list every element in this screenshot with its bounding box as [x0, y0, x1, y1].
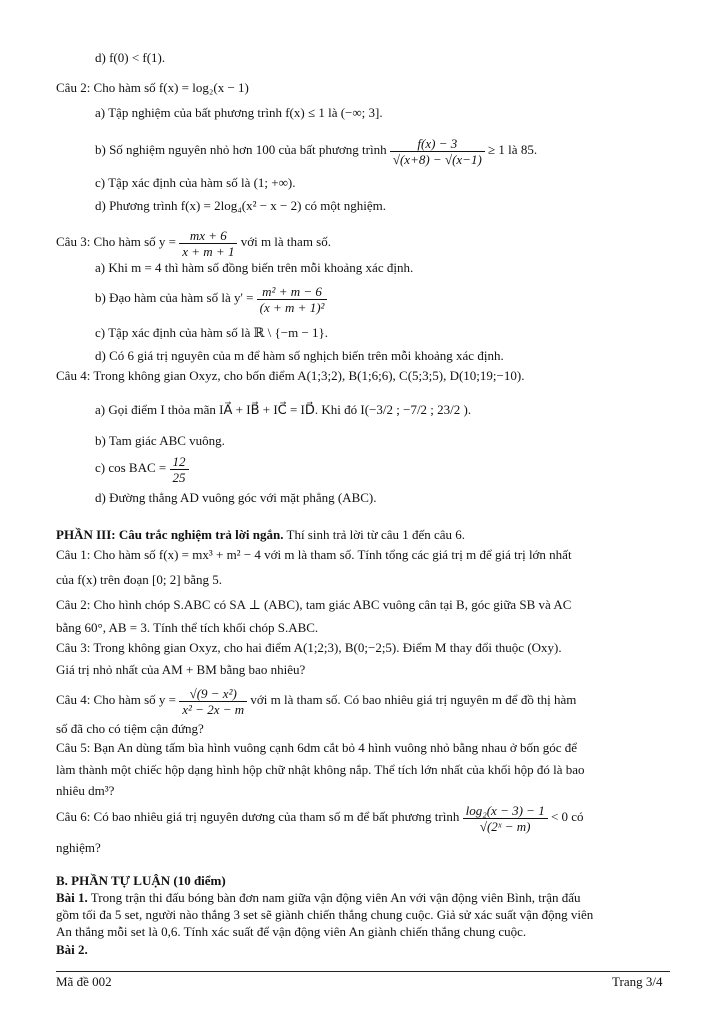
s1-line-1: Câu 1: Cho hàm số f(x) = mx³ + m² − 4 với m là tham số. Tính tổng các giá trị m để giá trị lớn nhất	[56, 547, 572, 562]
part3-title: PHẦN III: Câu trắc nghiệm trả lời ngắn.	[56, 527, 284, 542]
b1-line-2: gồm tối đa 5 set, người nào thắng 3 set sẽ giành chiến thắng chung cuộc. Giả sử xác suất vận động viên	[56, 907, 594, 922]
s3-line-1: Câu 3: Trong không gian Oxyz, cho hai điểm A(1;2;3), B(0;−2;5). Điểm M thay đổi thuộc (Oxy).	[56, 640, 562, 655]
q3-option-b	[95, 276, 327, 320]
q1-option-d: d) f(0) < f(1).	[95, 50, 166, 65]
s6-line-2: nghiệm?	[56, 840, 101, 855]
q3b-text: b) Đạo hàm của hàm số là y' =	[95, 290, 254, 305]
s6-tail: < 0 có	[550, 809, 584, 824]
s5-line-1: Câu 5: Bạn An dùng tấm bìa hình vuông cạnh 6dm cắt bỏ 4 hình vuông nhỏ bằng nhau ở bốn góc để	[56, 740, 578, 755]
s6-fraction	[463, 803, 548, 834]
q4c-denominator: 25	[172, 469, 186, 485]
q2b-fraction	[390, 136, 485, 167]
page-number: Trang 3/4	[612, 974, 663, 989]
q4-option-d: d) Đường thẳng AD vuông góc với mặt phẳng (ABC).	[95, 490, 377, 505]
q3b-fraction	[257, 284, 328, 315]
s4-numerator: √(9 − x²)	[179, 686, 247, 702]
q3-option-a: a) Khi m = 4 thì hàm số đồng biến trên mỗi khoảng xác định.	[95, 260, 414, 275]
s4-denominator: x² − 2x − m	[182, 701, 245, 717]
footer-divider	[56, 971, 670, 972]
b1-line-3: An thắng mỗi set là 0,6. Tính xác suất để vận động viên An giành chiến thắng chung cuộc.	[56, 924, 527, 939]
s5-line-2: làm thành một chiếc hộp dạng hình hộp chữ nhật không nắp. Thể tích lớn nhất của khối hộp đó là bao	[56, 762, 585, 777]
q4c-text: c) cos BAC =	[95, 460, 167, 475]
q3-tail: với m là tham số.	[240, 234, 331, 249]
q3b-numerator: m² + m − 6	[257, 284, 328, 300]
s5-line-3: nhiêu dm³?	[56, 783, 115, 798]
q2-option-d: d) Phương trình f(x) = 2log₄(x² − x − 2) có một nghiệm.	[95, 198, 386, 213]
q3-fraction	[179, 228, 237, 259]
q4-stem: Câu 4: Trong không gian Oxyz, cho bốn điểm A(1;3;2), B(1;6;6), C(5;3;5), D(10;19;−10).	[56, 368, 525, 383]
q4-option-b: b) Tam giác ABC vuông.	[95, 433, 225, 448]
s6-denominator: √(2ˣ − m)	[479, 818, 531, 834]
q2b-denominator: √(x+8) − √(x−1)	[392, 151, 482, 167]
part3-instruction: Thí sinh trả lời từ câu 1 đến câu 6.	[283, 527, 466, 542]
exam-code: Mã đề 002	[56, 974, 112, 989]
q2b-text: b) Số nghiệm nguyên nhỏ hơn 100 của bất phương trình	[95, 142, 387, 157]
q2-stem: Câu 2: Cho hàm số f(x) = log₂(x − 1)	[56, 80, 249, 95]
q4-option-c	[95, 450, 189, 486]
q2-option-b	[95, 128, 537, 172]
q3-denominator: x + m + 1	[182, 243, 235, 259]
s2-line-1: Câu 2: Cho hình chóp S.ABC có SA ⊥ (ABC), tam giác ABC vuông cân tại B, góc giữa SB và AC	[56, 597, 572, 612]
b1-label: Bài 1.	[56, 890, 88, 905]
b2-heading: Bài 2.	[56, 942, 88, 957]
s4-text: Câu 4: Cho hàm số y =	[56, 692, 176, 707]
q2b-tail: ≥ 1 là 85.	[488, 142, 538, 157]
q2b-numerator: f(x) − 3	[390, 136, 485, 152]
s6-text: Câu 6: Có bao nhiêu giá trị nguyên dương của tham số m để bất phương trình	[56, 809, 460, 824]
q3b-denominator: (x + m + 1)²	[259, 299, 325, 315]
q3-text: Câu 3: Cho hàm số y =	[56, 234, 176, 249]
s2-line-2: bằng 60°, AB = 3. Tính thể tích khối chóp S.ABC.	[56, 620, 319, 635]
q4c-fraction	[170, 454, 189, 485]
s4-tail: với m là tham số. Có bao nhiêu giá trị nguyên m để đồ thị hàm	[250, 692, 577, 707]
s3-line-2: Giá trị nhỏ nhất của AM + BM bằng bao nhiêu?	[56, 662, 306, 677]
s4-line-2: số đã cho có tiệm cận đứng?	[56, 721, 204, 736]
q2-option-a: a) Tập nghiệm của bất phương trình f(x) ≤ 1 là (−∞; 3].	[95, 105, 383, 120]
s4-fraction	[179, 686, 247, 717]
q3-option-c: c) Tập xác định của hàm số là ℝ \ {−m − 1}.	[95, 325, 329, 340]
q4a-text: a) Gọi điểm I thỏa mãn IA⃗ + IB⃗ + IC⃗ = ID⃗. Khi đó I(	[95, 402, 370, 417]
q3-numerator: mx + 6	[179, 228, 237, 244]
part3-heading	[56, 527, 465, 543]
q2-option-c: c) Tập xác định của hàm số là (1; +∞).	[95, 175, 296, 190]
q3-option-d: d) Có 6 giá trị nguyên của m để hàm số nghịch biến trên mỗi khoảng xác định.	[95, 348, 504, 363]
s6-line-1	[56, 797, 584, 837]
q4-option-a	[95, 392, 471, 428]
b1-line-1	[56, 890, 581, 906]
s4-line-1	[56, 680, 576, 720]
part-b-heading: B. PHẦN TỰ LUẬN (10 điểm)	[56, 873, 226, 888]
q3-stem	[56, 222, 331, 262]
q4c-numerator: 12	[170, 454, 189, 470]
s6-numerator: log₂(x − 3) − 1	[463, 803, 548, 819]
s1-line-2: của f(x) trên đoạn [0; 2] bằng 5.	[56, 572, 223, 587]
b1-text: Trong trận thi đấu bóng bàn đơn nam giữa vận động viên An với vận động viên Bình, trận đấu	[87, 890, 581, 905]
q4a-coords: −3/2 ; −7/2 ; 23/2 ).	[369, 402, 472, 417]
